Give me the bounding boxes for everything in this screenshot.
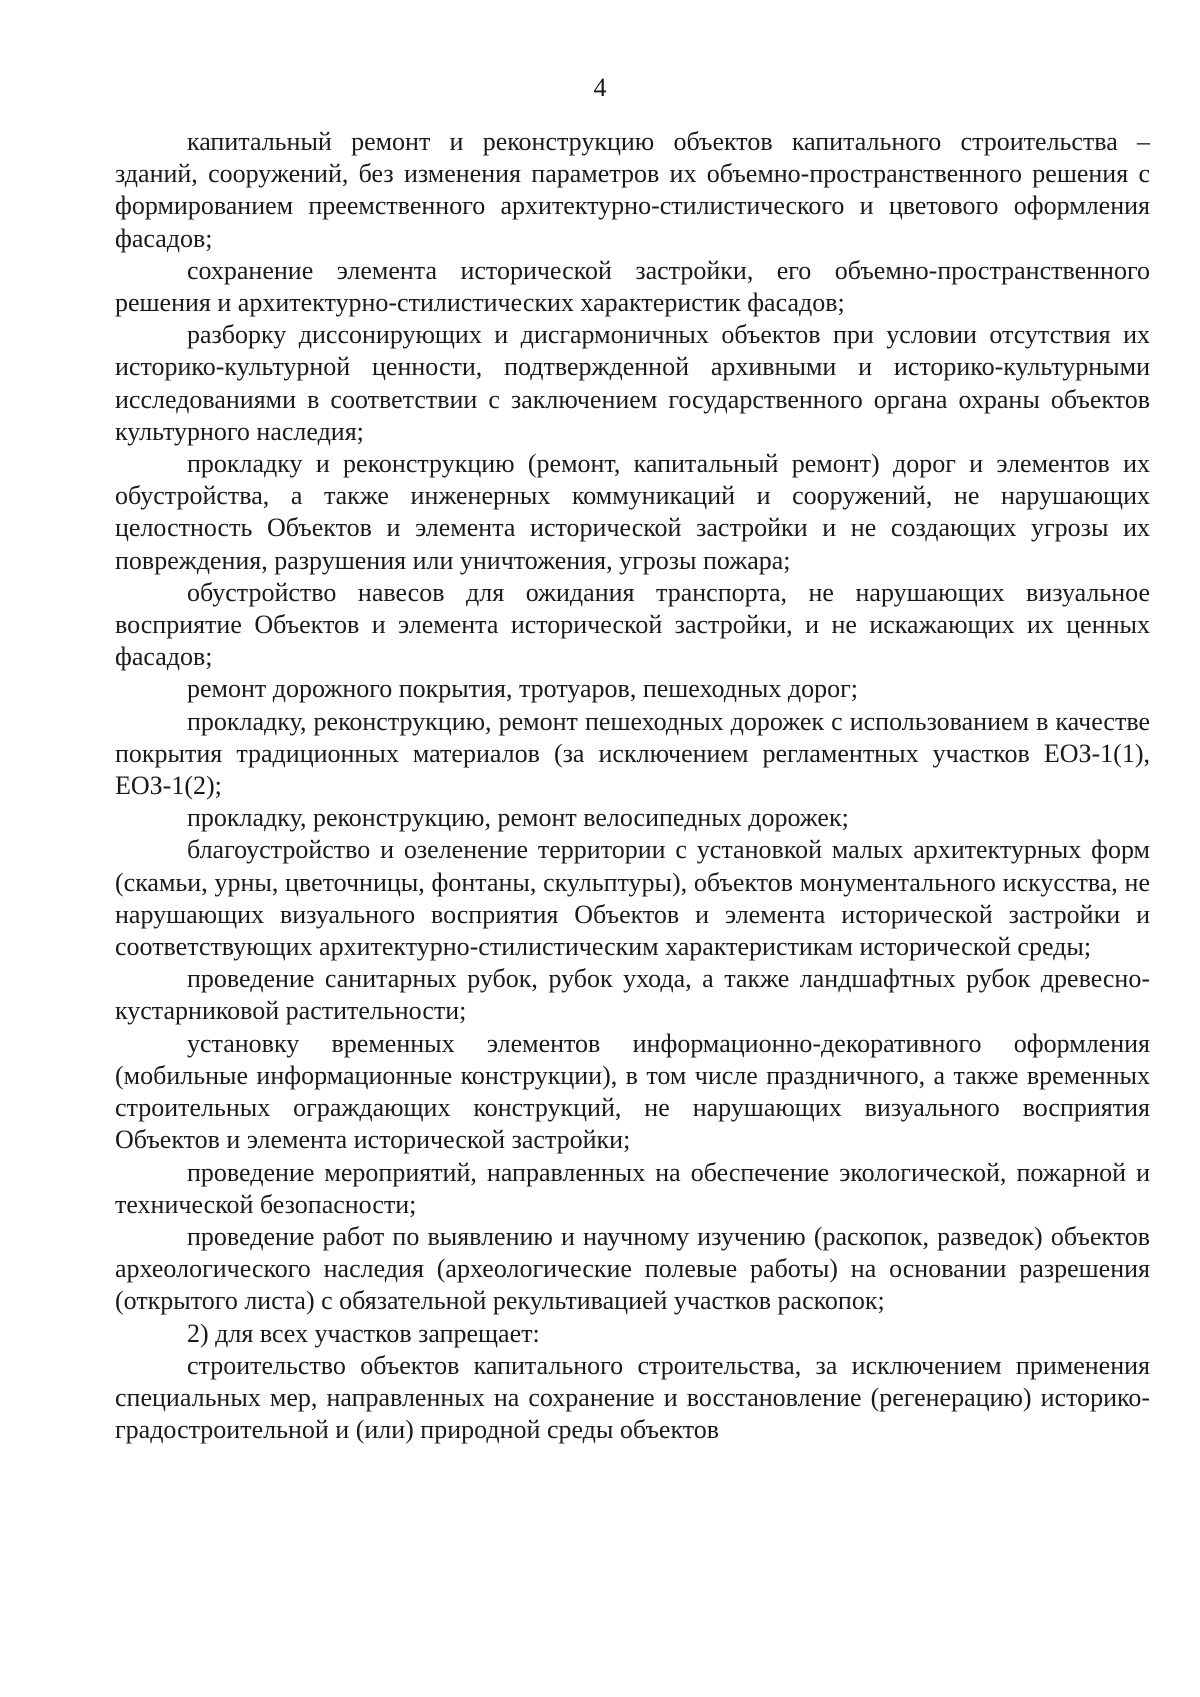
paragraph: капитальный ремонт и реконструкцию объектов капитального строительства – зданий, сооружений, без изменения параметров их объемно-пространственного решения с формированием преемственного архитектурно-стилистического и цветового оформления фасадов; xyxy=(115,127,1150,253)
paragraph: строительство объектов капитального строительства, за исключением применения специальных мер, направленных на сохранение и восстановление (регенерацию) историко-градостроительной и (или) природной среды объектов xyxy=(115,1350,1150,1445)
paragraph: ремонт дорожного покрытия, тротуаров, пешеходных дорог; xyxy=(187,674,858,704)
paragraph: прокладку, реконструкцию, ремонт пешеходных дорожек с использованием в качестве покрытия традиционных материалов (за исключением регламентных участков ЕОЗ-1(1), ЕОЗ-1(2); xyxy=(115,706,1150,801)
paragraph: прокладку и реконструкцию (ремонт, капитальный ремонт) дорог и элементов их обустройства, а также инженерных коммуникаций и сооружений, не нарушающих целостность Объектов и элемента исторической застройки и не создающих угрозы их повреждения, разрушения или уничтожения, угрозы пожара; xyxy=(115,449,1150,575)
paragraph: обустройство навесов для ожидания транспорта, не нарушающих визуальное восприятие Объектов и элемента исторической застройки, и не искажающих их ценных фасадов; xyxy=(115,577,1150,672)
page-number: 4 xyxy=(593,73,607,102)
paragraph: благоустройство и озеленение территории с установкой малых архитектурных форм (скамьи, урны, цветочницы, фонтаны, скульптуры), объектов монументального искусства, не нарушающих визуального восприятия Объектов и элемента исторической застройки и соответствующих архитектурно-стилистическим характеристикам исторической среды; xyxy=(115,835,1150,962)
paragraph: проведение работ по выявлению и научному изучению (раскопок, разведок) объектов археологического наследия (археологические полевые работы) на основании разрешения (открытого листа) с обязательной рекультивацией участков раскопок; xyxy=(115,1221,1150,1316)
paragraph: сохранение элемента исторической застройки, его объемно-пространственного решения и архитектурно-стилистических характеристик фасадов; xyxy=(115,255,1150,318)
paragraph: разборку диссонирующих и дисгармоничных объектов при условии отсутствия их историко-культурной ценности, подтвержденной архивными и историко-культурными исследованиями в соответствии с заключением государственного органа охраны объектов культурного наследия; xyxy=(115,320,1150,446)
paragraph: проведение санитарных рубок, рубок ухода, а также ландшафтных рубок древесно-кустарниковой растительности; xyxy=(115,964,1150,1026)
paragraph: установку временных элементов информационно-декоративного оформления (мобильные информационные конструкции), в том числе праздничного, а также временных строительных ограждающих конструкций, не нарушающих визуального восприятия Объектов и элемента исторической застройки; xyxy=(115,1028,1150,1155)
paragraph: прокладку, реконструкцию, ремонт велосипедных дорожек; xyxy=(187,803,849,833)
paragraph: проведение мероприятий, направленных на обеспечение экологической, пожарной и технической безопасности; xyxy=(115,1157,1150,1219)
document-body xyxy=(115,126,1150,1446)
section-heading: 2) для всех участков запрещает: xyxy=(187,1318,540,1348)
